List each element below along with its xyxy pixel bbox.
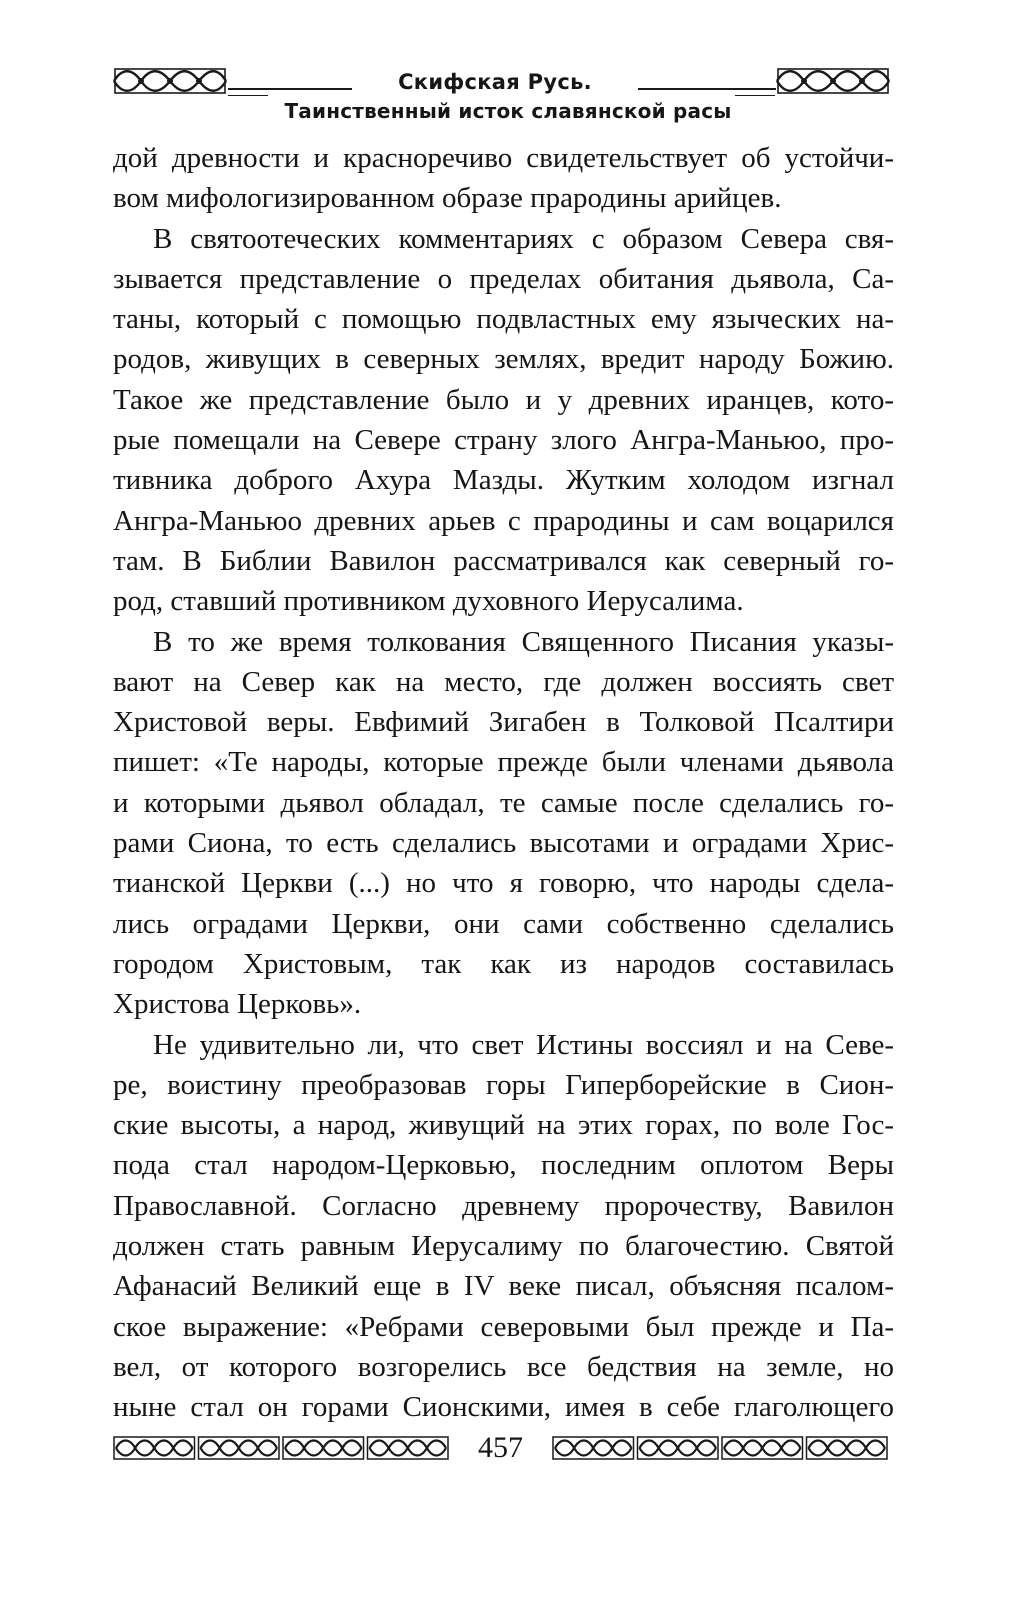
text-line: вают на Север как на место, где должен воссиять свет: [113, 665, 894, 698]
text-line: В то же время толкования Священного Писания указы-: [153, 625, 894, 658]
text-line: Православной. Согласно древнему пророчеству, Вавилон: [113, 1189, 894, 1222]
text-line: тианской Церкви (...) но что я говорю, что народы сдела-: [113, 867, 894, 900]
text-line: Ангра-Маньюо древних арьев с прародины и сам воцарился: [113, 504, 894, 537]
text-line: вел, от которого возгорелись все бедствия на земле, но: [113, 1350, 894, 1383]
header-rule-left: [228, 88, 352, 90]
text-line: ре, воистину преобразовав горы Гиперборейские в Сион-: [113, 1068, 894, 1101]
text-line: Не удивительно ли, что свет Истины воссиял и на Севе-: [153, 1028, 894, 1061]
text-line: пода стал народом-Церковью, последним оплотом Веры: [113, 1149, 894, 1182]
running-title: Скифская Русь.: [398, 70, 592, 94]
text-line: городом Христовым, так как из народов составилась: [113, 947, 894, 980]
text-line: вом мифологизированном образе прародины арийцев.: [113, 182, 782, 215]
text-line: дой древности и красноречиво свидетельствует об устойчи-: [113, 142, 894, 174]
text-line: род, ставший противником духовного Иерусалима.: [113, 585, 744, 618]
knot-ornament-icon: [775, 66, 891, 96]
body-text: [113, 138, 894, 1428]
text-line: ское выражение: «Ребрами северовыми был прежде и Па-: [113, 1310, 894, 1343]
running-subtitle: Таинственный исток славянской расы: [284, 99, 732, 123]
header-rule-right-short: [735, 95, 775, 96]
knot-border-icon: [112, 1434, 450, 1464]
running-header: [0, 62, 1016, 132]
header-rule-left-short: [228, 95, 268, 96]
text-line: таны, который с помощью подвластных ему языческих на-: [113, 303, 894, 336]
text-line: там. В Библии Вавилон рассматривался как северный го-: [113, 544, 894, 577]
text-line: родов, живущих в северных землях, вредит народу Божию.: [113, 343, 894, 376]
text-line: ские высоты, а народ, живущий на этих горах, по воле Гос-: [113, 1109, 894, 1142]
text-line: рами Сиона, то есть сделались высотами и оградами Хрис-: [113, 827, 894, 860]
text-line: В святоотеческих комментариях с образом Севера свя-: [153, 222, 894, 255]
text-line: рые помещали на Севере страну злого Ангра-Маньюо, про-: [113, 424, 894, 457]
text-line: пишет: «Те народы, которые прежде были членами дьявола: [113, 746, 894, 779]
text-line: Христова Церковь».: [113, 988, 362, 1021]
text-line: зывается представление о пределах обитания дьявола, Са-: [113, 262, 894, 295]
header-rule-right: [638, 88, 776, 90]
text-line: и которыми дьявол обладал, те самые после сделались го-: [113, 786, 894, 819]
text-line: ныне стал он горами Сионскими, имея в себе глаголющего: [113, 1391, 894, 1424]
text-line: лись оградами Церкви, они сами собственно сделались: [113, 907, 894, 940]
text-line: Афанасий Великий еще в IV веке писал, объясняя псалом-: [113, 1270, 894, 1303]
page-number: 457: [478, 1431, 523, 1464]
text-line: должен стать равным Иерусалиму по благочестию. Святой: [113, 1230, 894, 1263]
text-line: тивника доброго Ахура Мазды. Жутким холодом изгнал: [113, 464, 894, 497]
page-footer: [0, 1428, 1016, 1468]
knot-ornament-icon: [112, 66, 228, 96]
knot-border-icon: [551, 1434, 889, 1464]
text-line: Такое же представление было и у древних иранцев, кото-: [113, 383, 894, 416]
text-line: Христовой веры. Евфимий Зигабен в Толковой Псалтири: [113, 706, 894, 739]
